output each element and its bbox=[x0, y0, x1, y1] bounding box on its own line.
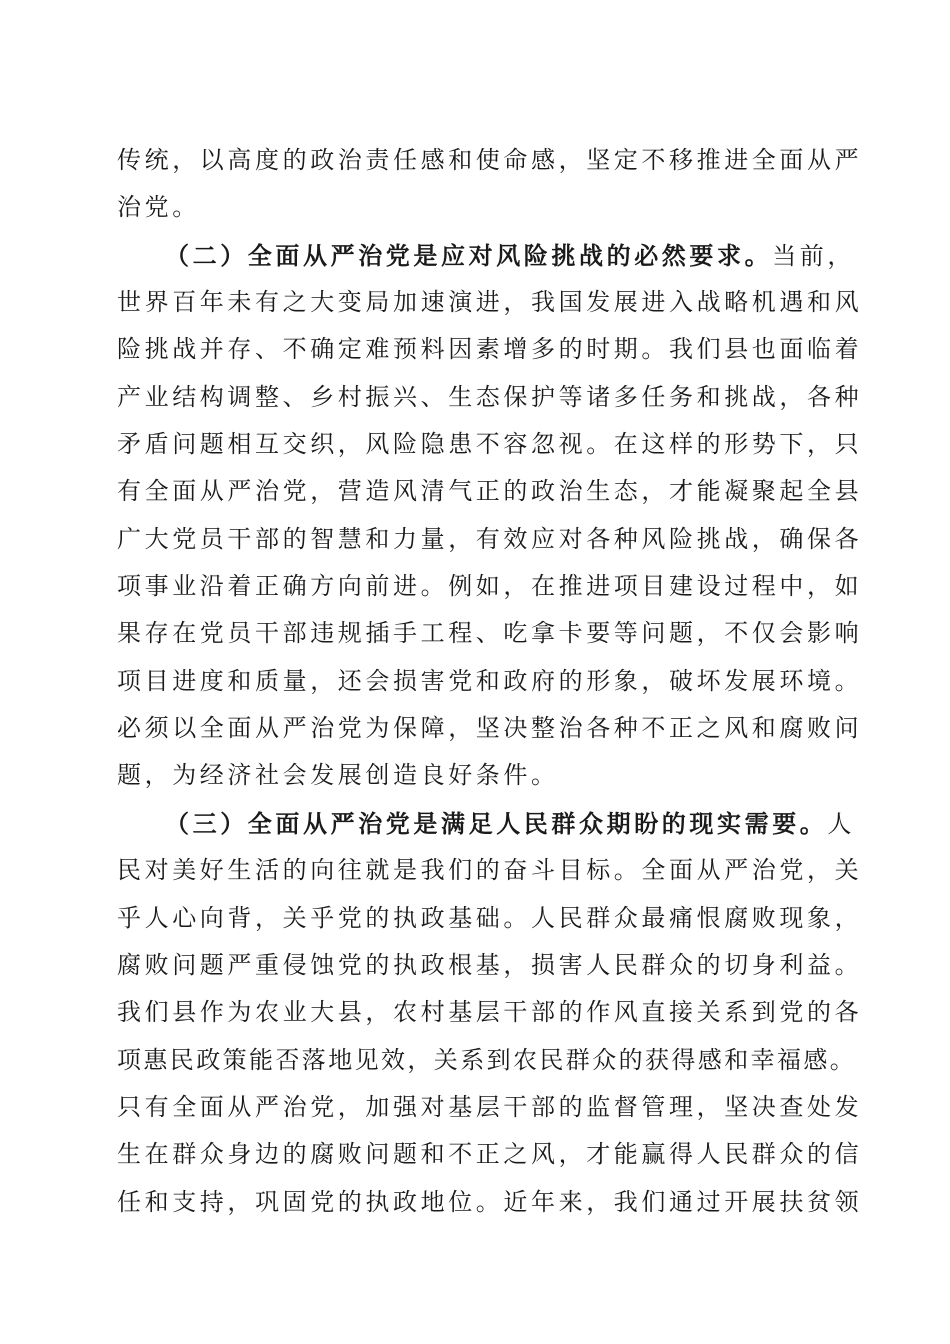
line-text: 项目进度和质量，还会损害党和政府的形象，破坏发展环境。 bbox=[117, 666, 863, 695]
text-line bbox=[117, 279, 863, 326]
line-text: 民对美好生活的向往就是我们的奋斗目标。全面从严治党，关 bbox=[117, 856, 863, 885]
text-line bbox=[117, 1084, 863, 1131]
text-line bbox=[117, 1131, 863, 1178]
section-heading: （二）全面从严治党是应对风险挑战的必然要求。 bbox=[165, 240, 773, 270]
text-line bbox=[117, 516, 863, 563]
line-text: 治党。 bbox=[117, 193, 200, 222]
line-text: 项惠民政策能否落地见效，关系到农民群众的获得感和幸福感。 bbox=[117, 1045, 857, 1074]
text-line bbox=[117, 989, 863, 1036]
text-line bbox=[117, 374, 863, 421]
line-text: 任和支持，巩固党的执政地位。近年来，我们通过开展扶贫领 bbox=[117, 1187, 863, 1216]
text-line bbox=[117, 752, 832, 799]
text-line bbox=[117, 326, 863, 373]
line-text: 必须以全面从严治党为保障，坚决整治各种不正之风和腐败问 bbox=[117, 714, 863, 743]
text-line bbox=[117, 610, 863, 657]
line-text: 险挑战并存、不确定难预料因素增多的时期。我们县也面临着 bbox=[117, 335, 863, 364]
line-text: 产业结构调整、乡村振兴、生态保护等诸多任务和挑战，各种 bbox=[117, 382, 863, 411]
line-text: 广大党员干部的智慧和力量，有效应对各种风险挑战，确保各 bbox=[117, 524, 863, 553]
text-line bbox=[117, 468, 863, 515]
text-line bbox=[117, 184, 832, 231]
section-heading: （三）全面从严治党是满足人民群众期盼的现实需要。 bbox=[165, 808, 828, 838]
section-heading-line bbox=[117, 232, 856, 279]
text-line bbox=[117, 137, 863, 184]
text-line bbox=[117, 847, 863, 894]
line-text: 有全面从严治党，营造风清气正的政治生态，才能凝聚起全县 bbox=[117, 477, 863, 506]
line-text: 生在群众身边的腐败问题和不正之风，才能赢得人民群众的信 bbox=[117, 1140, 863, 1169]
line-text: 我们县作为农业大县，农村基层干部的作风直接关系到党的各 bbox=[117, 998, 863, 1027]
text-line bbox=[117, 1037, 857, 1084]
body-text bbox=[117, 137, 863, 1226]
line-text: 乎人心向背，关乎党的执政基础。人民群众最痛恨腐败现象， bbox=[117, 903, 863, 932]
line-text: 项事业沿着正确方向前进。例如，在推进项目建设过程中，如 bbox=[117, 572, 863, 601]
line-text: 只有全面从严治党，加强对基层干部的监督管理，坚决查处发 bbox=[117, 1092, 863, 1121]
text-line bbox=[117, 705, 863, 752]
line-text: 题，为经济社会发展创造良好条件。 bbox=[117, 761, 559, 790]
line-text: 世界百年未有之大变局加速演进，我国发展进入战略机遇和风 bbox=[117, 288, 863, 317]
text-line bbox=[117, 563, 863, 610]
text-line bbox=[117, 658, 863, 705]
line-text: 当前， bbox=[772, 241, 856, 270]
text-line bbox=[117, 942, 863, 989]
text-line bbox=[117, 1179, 863, 1226]
section-heading-line bbox=[117, 800, 856, 847]
text-line bbox=[117, 421, 863, 468]
text-line bbox=[117, 895, 863, 942]
line-text: 果存在党员干部违规插手工程、吃拿卡要等问题，不仅会影响 bbox=[117, 619, 863, 648]
line-text: 传统，以高度的政治责任感和使命感，坚定不移推进全面从严 bbox=[117, 146, 863, 174]
line-text: 人 bbox=[827, 809, 856, 838]
line-text: 矛盾问题相互交织，风险隐患不容忽视。在这样的形势下，只 bbox=[117, 430, 863, 459]
line-text: 腐败问题严重侵蚀党的执政根基，损害人民群众的切身利益。 bbox=[117, 950, 863, 979]
